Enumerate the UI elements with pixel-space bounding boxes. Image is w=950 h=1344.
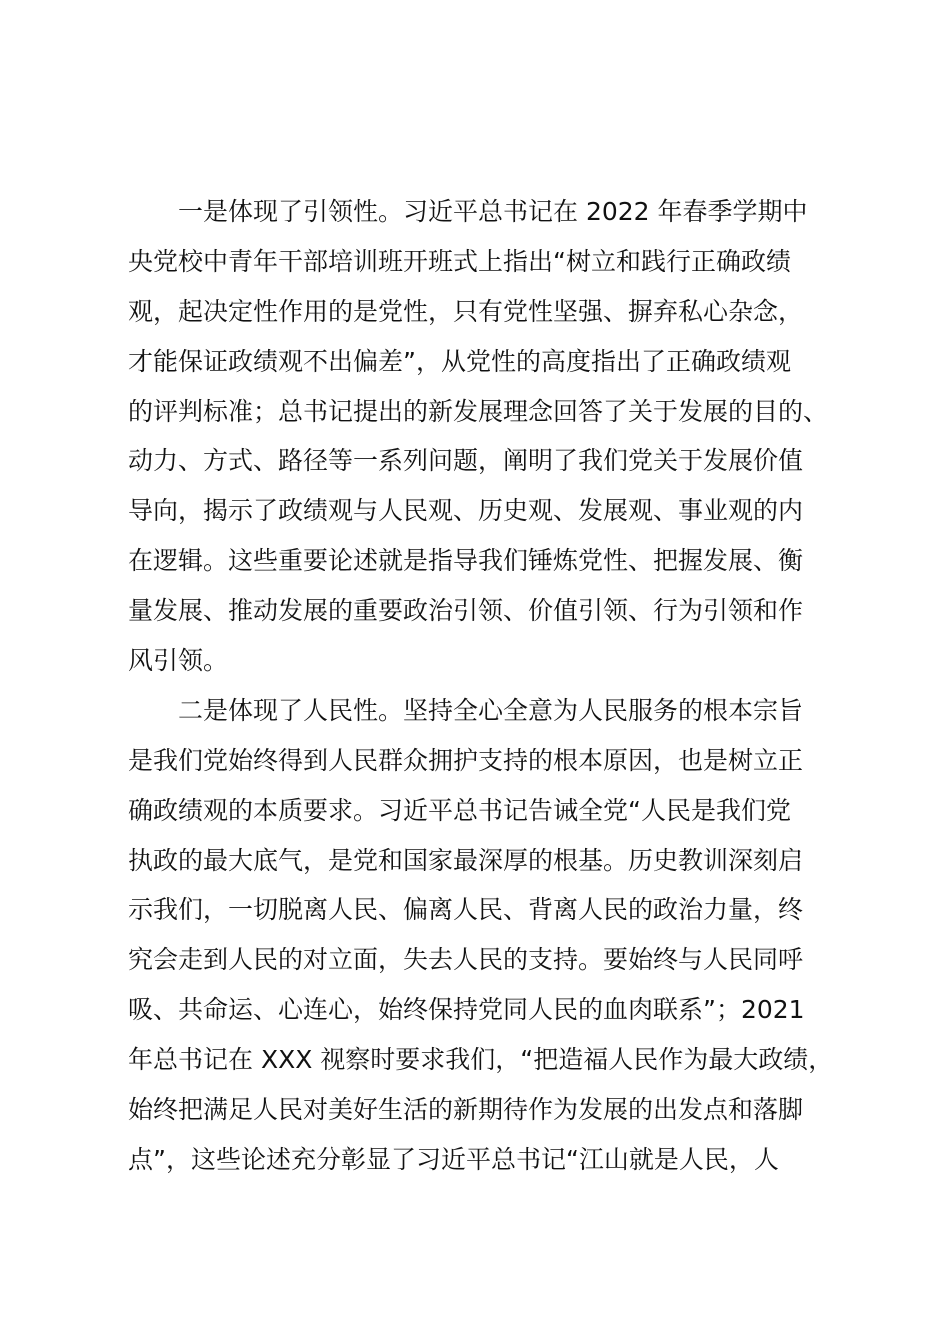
paragraph-1-line: 观，起决定性作用的是党性，只有党性坚强、摒弃私心杂念， [128,296,804,326]
paragraph-1-line: 一是体现了引领性。习近平总书记在 2022 年春季学期中 [178,197,808,226]
document-body [128,187,848,1185]
paragraph-1-line: 央党校中青年干部培训班开班式上指出“树立和践行正确政绩 [128,246,791,276]
paragraph-1-line: 量发展、推动发展的重要政治引领、价值引领、行为引领和作 [128,596,804,626]
paragraph-2-line: 究会走到人民的对立面，失去人民的支持。要始终与人民同呼 [128,945,804,975]
paragraph-2-line: 点”，这些论述充分彰显了习近平总书记“江山就是人民，人 [128,1144,779,1174]
paragraph-2-line: 执政的最大底气，是党和国家最深厚的根基。历史教训深刻启 [128,845,804,875]
paragraph-1-line: 动力、方式、路径等一系列问题，阐明了我们党关于发展价值 [128,446,804,476]
paragraph-1-line: 导向，揭示了政绩观与人民观、历史观、发展观、事业观的内 [128,496,804,526]
paragraph-1-line: 的评判标准；总书记提出的新发展理念回答了关于发展的目的、 [128,396,829,426]
paragraph-2-line: 确政绩观的本质要求。习近平总书记告诫全党“人民是我们党 [128,795,791,825]
paragraph-1-line: 才能保证政绩观不出偏差”，从党性的高度指出了正确政绩观 [128,346,791,376]
paragraph-1-line: 风引领。 [128,646,229,676]
paragraph-2-line: 是我们党始终得到人民群众拥护支持的根本原因，也是树立正 [128,745,804,775]
paragraph-1-line: 在逻辑。这些重要论述就是指导我们锤炼党性、把握发展、衡 [128,546,804,576]
paragraph-2-line: 年总书记在 XXX 视察时要求我们，“把造福人民作为最大政绩， [128,1045,834,1075]
paragraph-2-line: 吸、共命运、心连心，始终保持党同人民的血肉联系”；2021 [128,995,805,1025]
paragraph-2-line: 始终把满足人民对美好生活的新期待作为发展的出发点和落脚 [128,1095,804,1125]
paragraph-2-line: 二是体现了人民性。坚持全心全意为人民服务的根本宗旨 [178,695,804,725]
paragraph-2-line: 示我们，一切脱离人民、偏离人民、背离人民的政治力量，终 [128,895,804,925]
